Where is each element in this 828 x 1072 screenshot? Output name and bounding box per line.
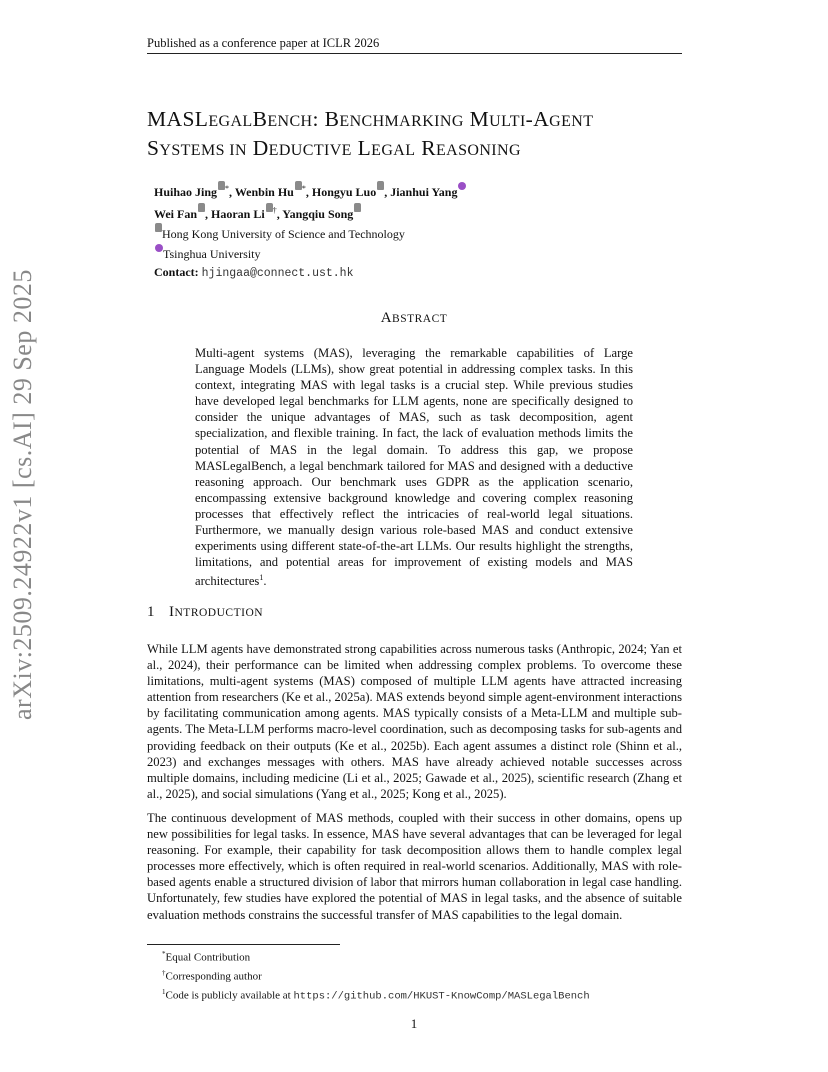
header-rule — [147, 53, 682, 54]
author-name: Haoran Li — [211, 206, 265, 221]
tsinghua-logo-icon — [155, 244, 163, 252]
arxiv-identifier: arXiv:2509.24922v1 [cs.AI] 29 Sep 2025 — [8, 269, 37, 720]
hkust-logo-icon — [354, 203, 361, 212]
footnote: $^1$Code is publicly available at https://github.com/HKUST-KnowComp/MASLegalBench — [162, 988, 590, 1003]
affiliation-hkust: Hong Kong University of Science and Technology — [154, 223, 466, 244]
intro-paragraph-2: The continuous development of MAS methods, coupled with their success in other domains, opens up new possibilities for legal tasks. In essence, MAS have several advantages that can be leveraged for legal reasoning. For example, their capability for task decomposition allows them to handle complex legal processes more effectively, which is often required in real-world scenarios. Additionally, MAS with role-based agents enable a structured division of labor that mirrors human collaboration in legal case handling. Unfortunately, few studies have explored the potential of MAS in legal tasks, and the absence of suitable evaluation methods constrains the successful transfer of MAS capabilities to the legal domain. — [147, 811, 682, 922]
code-link[interactable]: https://github.com/HKUST-KnowComp/MASLegalBench — [293, 990, 590, 1003]
tsinghua-logo-icon — [458, 182, 466, 190]
author-name: Jianhui Yang — [390, 185, 458, 199]
author-name: Wenbin Hu — [234, 185, 294, 199]
hkust-logo-icon — [266, 203, 273, 212]
page-number: 1 — [410, 1016, 418, 1031]
author-name: Yangqiu Song — [282, 206, 354, 221]
author-name: Huihao Jing — [154, 185, 218, 199]
hkust-logo-icon — [218, 181, 225, 190]
intro-paragraph-1: While LLM agents have demonstrated strong capabilities across numerous tasks (Anthropic, 2024; Yan et al., 2024), their performance can be limited when addressing complex problems. To overcome these limitations, multi-agent systems (MAS) composed of multiple LLM agents have attracted increasing attention from researchers (Ke et al., 2025a). MAS extends beyond simple agent-environment interactions by facilitating communication among agents. MAS typically consists of a Meta-LLM and multiple sub-agents. The Meta-LLM performs macro-level coordination, such as decomposing tasks for sub-agents and providing feedback on their outputs (Ke et al., 2025b). Each agent assumes a distinct role (Shinn et al., 2023) and exchanges messages with others. MAS have already achieved notable successes across multiple domains, including medicine (Li et al., 2025; Gawade et al., 2025), scientific research (Zhang et al., 2025), and social simulations (Yang et al., 2025; Kong et al., 2025). — [147, 642, 682, 801]
section-heading-introduction: 1 INTRODUCTION — [147, 604, 264, 620]
footnote-rule — [147, 944, 340, 945]
title-line-2: SYSTEMS IN DEDUCTIVE LEGAL REASONING — [147, 136, 521, 160]
author-line-2: Wei Fan , Haoran Li †, Yangqiu Song — [154, 202, 466, 224]
contact-line: Contact: hjingaa@connect.ust.hk — [154, 265, 354, 280]
footnote: †Corresponding author — [162, 969, 262, 983]
running-header: Published as a conference paper at ICLR 2026 — [147, 36, 380, 50]
author-line-1: Huihao Jing *, Wenbin Hu *, Hongyu Luo , Jianhui Yang — [154, 180, 466, 202]
footnote: *Equal Contribution — [162, 950, 251, 964]
abstract-heading: ABSTRACT — [380, 310, 448, 326]
author-block — [154, 180, 466, 284]
abstract-text: Multi-agent systems (MAS), leveraging the remarkable capabilities of Large Language Models (LLMs), show great potential in addressing complex tasks. In this context, integrating MAS with legal tasks is a crucial step. While previous studies have developed legal benchmarks for LLM agents, none are specifically designed to consider the unique advantages of MAS, such as task decomposition, agent specialization, and flexible training. In fact, the lack of evaluation methods limits the potential of MAS in the legal domain. To address this gap, we propose MASLegalBench, a legal benchmark tailored for MAS and designed with a deductive reasoning approach. Our benchmark uses GDPR as the application scenario, encompassing extensive background knowledge and covering complex reasoning processes that effectively reflect the intricacies of real-world legal situations. Furthermore, we manually design various role-based MAS and conduct extensive experiments using different state-of-the-art LLMs. Our results highlight the strengths, limitations, and potential areas for improvement of existing models and MAS architectures$^1$. — [195, 346, 633, 589]
contact-email[interactable]: hjingaa@connect.ust.hk — [201, 267, 354, 280]
author-name: Hongyu Luo — [311, 185, 377, 199]
affiliation-tsinghua: Tsinghua University — [154, 244, 466, 264]
hkust-logo-icon — [198, 203, 205, 212]
paper-title — [147, 106, 707, 164]
footnotes — [162, 947, 590, 1005]
title-line-1: MASLEGALBENCH: BENCHMARKING MULTI-AGENT — [147, 107, 594, 131]
hkust-logo-icon — [155, 223, 162, 232]
footnote-ref[interactable]: 1 — [259, 573, 264, 583]
author-name: Wei Fan — [154, 206, 198, 221]
hkust-logo-icon — [295, 181, 302, 190]
